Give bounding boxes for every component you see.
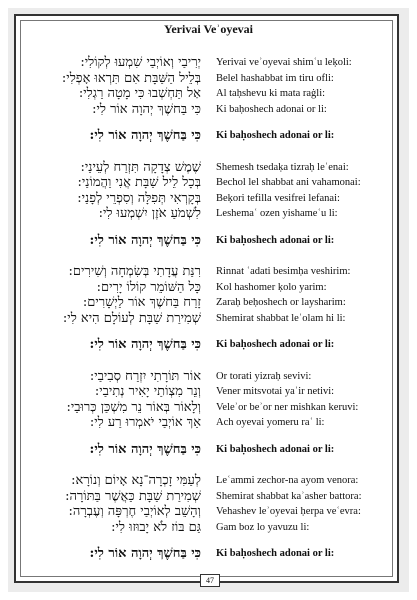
verse-line xyxy=(0,55,417,71)
hebrew-line: כָּל הַשּׁוֹמֵר קוֹלוֹ יָרִים: xyxy=(96,279,201,295)
verse-line xyxy=(0,520,417,536)
chorus-transliteration: Ki baḥoshech adonai or li: xyxy=(216,443,335,455)
transliteration-line: Kol hashomer ḳolo yarim: xyxy=(216,281,327,293)
hebrew-line: וְהָשֵׁב לְאוֹיְבַי חֶרְפָּה וְעֶבְרָה: xyxy=(68,504,201,519)
verse-line xyxy=(0,295,417,311)
hebrew-line: בְּקָרְאִי תְּפִלָּה וְסִפְרֵי לְפָנַי: xyxy=(77,190,201,206)
verse-line xyxy=(0,369,417,385)
stanza-2 xyxy=(0,160,417,222)
hebrew-line: וְלָאוֹר בְּאוֹר נֵר מִשְׁכַּן כְּרוּבַי: xyxy=(66,399,201,415)
verse-line xyxy=(0,264,417,280)
chorus-hebrew: כִּי בַּחשֶׁךְ יְהוָה אוֹר לִי: xyxy=(89,232,201,248)
chorus-transliteration: Ki baḥoshech adonai or li: xyxy=(216,234,335,246)
transliteration-line: Belel hashabbat im tiru ofli: xyxy=(216,72,334,84)
stanza-3 xyxy=(0,264,417,326)
verse-line xyxy=(0,102,417,118)
transliteration-line: Bechol lel shabbat ani vahamonai: xyxy=(216,177,361,188)
verse-line xyxy=(0,489,417,505)
transliteration-line: Leʿammi zechor-na ayom venora: xyxy=(216,475,359,486)
transliteration-line: Rinnat ʿadati besimḥa veshirim: xyxy=(216,266,351,277)
verse-line xyxy=(0,473,417,489)
hebrew-line: וְנֵר מִצְוֹתַי יָאִיר נְתִיבַי: xyxy=(94,384,201,399)
verse-line xyxy=(0,311,417,327)
chorus-line xyxy=(0,233,417,249)
hebrew-line: אַךְ אוֹיְבַי יֹאמְרוּ רַע לִי: xyxy=(89,415,201,430)
hebrew-line: לִשְׁמֹעַ אֹזֶן יִשְׁמְעוּ לִי: xyxy=(98,206,201,221)
transliteration-line: Ach oyevai yomeru raʿ li: xyxy=(216,417,325,428)
page-number: 47 xyxy=(200,574,220,587)
hebrew-line: בְּכָל לֵיל שַׁבָּת אֲנִי וַהֲמוֹנַי: xyxy=(77,175,201,190)
verse-line xyxy=(0,400,417,416)
chorus-line xyxy=(0,128,417,144)
verse-line xyxy=(0,191,417,207)
chorus-hebrew: כִּי בַּחשֶׁךְ יְהוָה אוֹר לִי: xyxy=(89,441,201,457)
stanza-5 xyxy=(0,473,417,535)
hebrew-line: שְׁמִירַת שַׁבָּת לְעוֹלָם הִיא לִי: xyxy=(62,310,201,326)
transliteration-line: Shemirat shabbat kaʾasher battora: xyxy=(216,490,362,502)
verse-line xyxy=(0,415,417,431)
verse-line xyxy=(0,71,417,87)
transliteration-line: Zaraḥ beḥoshech or laysharim: xyxy=(216,297,346,308)
hebrew-line: לְעַמִּי זָכְרָה־נָא אָיוֹם וְנוֹרָא: xyxy=(71,473,201,488)
hebrew-line: יְרִיבַי וְאוֹיְבַי שִׁמְעוּ לְקוֹלִי: xyxy=(80,55,201,70)
hebrew-line: רִנַּת עֲדָתִי בְּשִׂמְחָה וְשִׁירִים: xyxy=(68,264,201,279)
transliteration-line: Yerivai veʾoyevai shimʿu leḳoli: xyxy=(216,57,352,68)
verse-line xyxy=(0,384,417,400)
hebrew-line: כִּי בַּחשֶׁךְ יְהוָה אוֹר לִי: xyxy=(92,101,201,117)
hebrew-line: בְּלֵיל הַשַּׁבָּת אִם תִּרְאוּ אָפְלִי: xyxy=(61,70,201,86)
stanza-4 xyxy=(0,369,417,431)
song-title: Yerivai Veʾoyevai xyxy=(164,22,253,36)
transliteration-line: Ki baḥoshech adonai or li: xyxy=(216,103,327,115)
verse-line xyxy=(0,504,417,520)
verse-line xyxy=(0,86,417,102)
hebrew-line: זָרַח בַּחשֶׁךְ אוֹר לַיְשָׁרִים: xyxy=(82,295,201,310)
transliteration-line: Gam boz lo yavuzu li: xyxy=(216,521,310,533)
chorus-transliteration: Ki baḥoshech adonai or li: xyxy=(216,339,335,350)
verse-line xyxy=(0,160,417,176)
hebrew-line: שֶׁמֶשׁ צְדָקָה תִּזְרַח לְעֵינַי: xyxy=(80,159,201,175)
chorus-hebrew: כִּי בַּחשֶׁךְ יְהוָה אוֹר לִי: xyxy=(89,128,201,143)
chorus-transliteration: Ki baḥoshech adonai or li: xyxy=(216,130,335,141)
hebrew-line: גַּם בּוֹז לֹא יָבוּזוּ לִי: xyxy=(111,519,201,535)
transliteration-line: Beḳori tefilla vesifrei lefanai: xyxy=(216,192,340,204)
transliteration-line: Or torati yizraḥ sevivi: xyxy=(216,370,312,382)
chorus-line xyxy=(0,546,417,562)
transliteration-line: Al taḥshevu ki mata raġli: xyxy=(216,88,326,99)
verse-line xyxy=(0,175,417,191)
chorus-line xyxy=(0,442,417,458)
transliteration-line: Leshemaʿ ozen yishameʿu li: xyxy=(216,208,338,219)
hebrew-line: שְׁמִירַת שַׁבָּת כַּאֲשֶׁר בַּתּוֹרָה: xyxy=(65,488,201,504)
transliteration-line: Shemesh tsedaḳa tizraḥ leʿenai: xyxy=(216,161,349,173)
song-body xyxy=(0,55,417,562)
hebrew-line: אוֹר תּוֹרָתִי יִזְרַח סְבִיבַי: xyxy=(89,368,201,384)
stanza-1 xyxy=(0,55,417,117)
verse-line xyxy=(0,280,417,296)
verse-line xyxy=(0,206,417,222)
transliteration-line: Shemirat shabbat leʿolam hi li: xyxy=(216,312,346,324)
transliteration-line: Veleʾor beʾor ner mishkan keruvi: xyxy=(216,401,359,413)
transliteration-line: Vener mitsvotai yaʾir netivi: xyxy=(216,386,335,397)
chorus-hebrew: כִּי בַּחשֶׁךְ יְהוָה אוֹר לִי: xyxy=(89,546,201,561)
transliteration-line: Vehashev leʾoyevai ḥerpa veʿevra: xyxy=(216,506,361,517)
chorus-hebrew: כִּי בַּחשֶׁךְ יְהוָה אוֹר לִי: xyxy=(89,337,201,352)
chorus-line xyxy=(0,337,417,353)
chorus-transliteration: Ki baḥoshech adonai or li: xyxy=(216,548,335,559)
hebrew-line: אַל תַּחְשְׁבוּ כִּי מָטָה רַגְלִי: xyxy=(78,86,201,101)
